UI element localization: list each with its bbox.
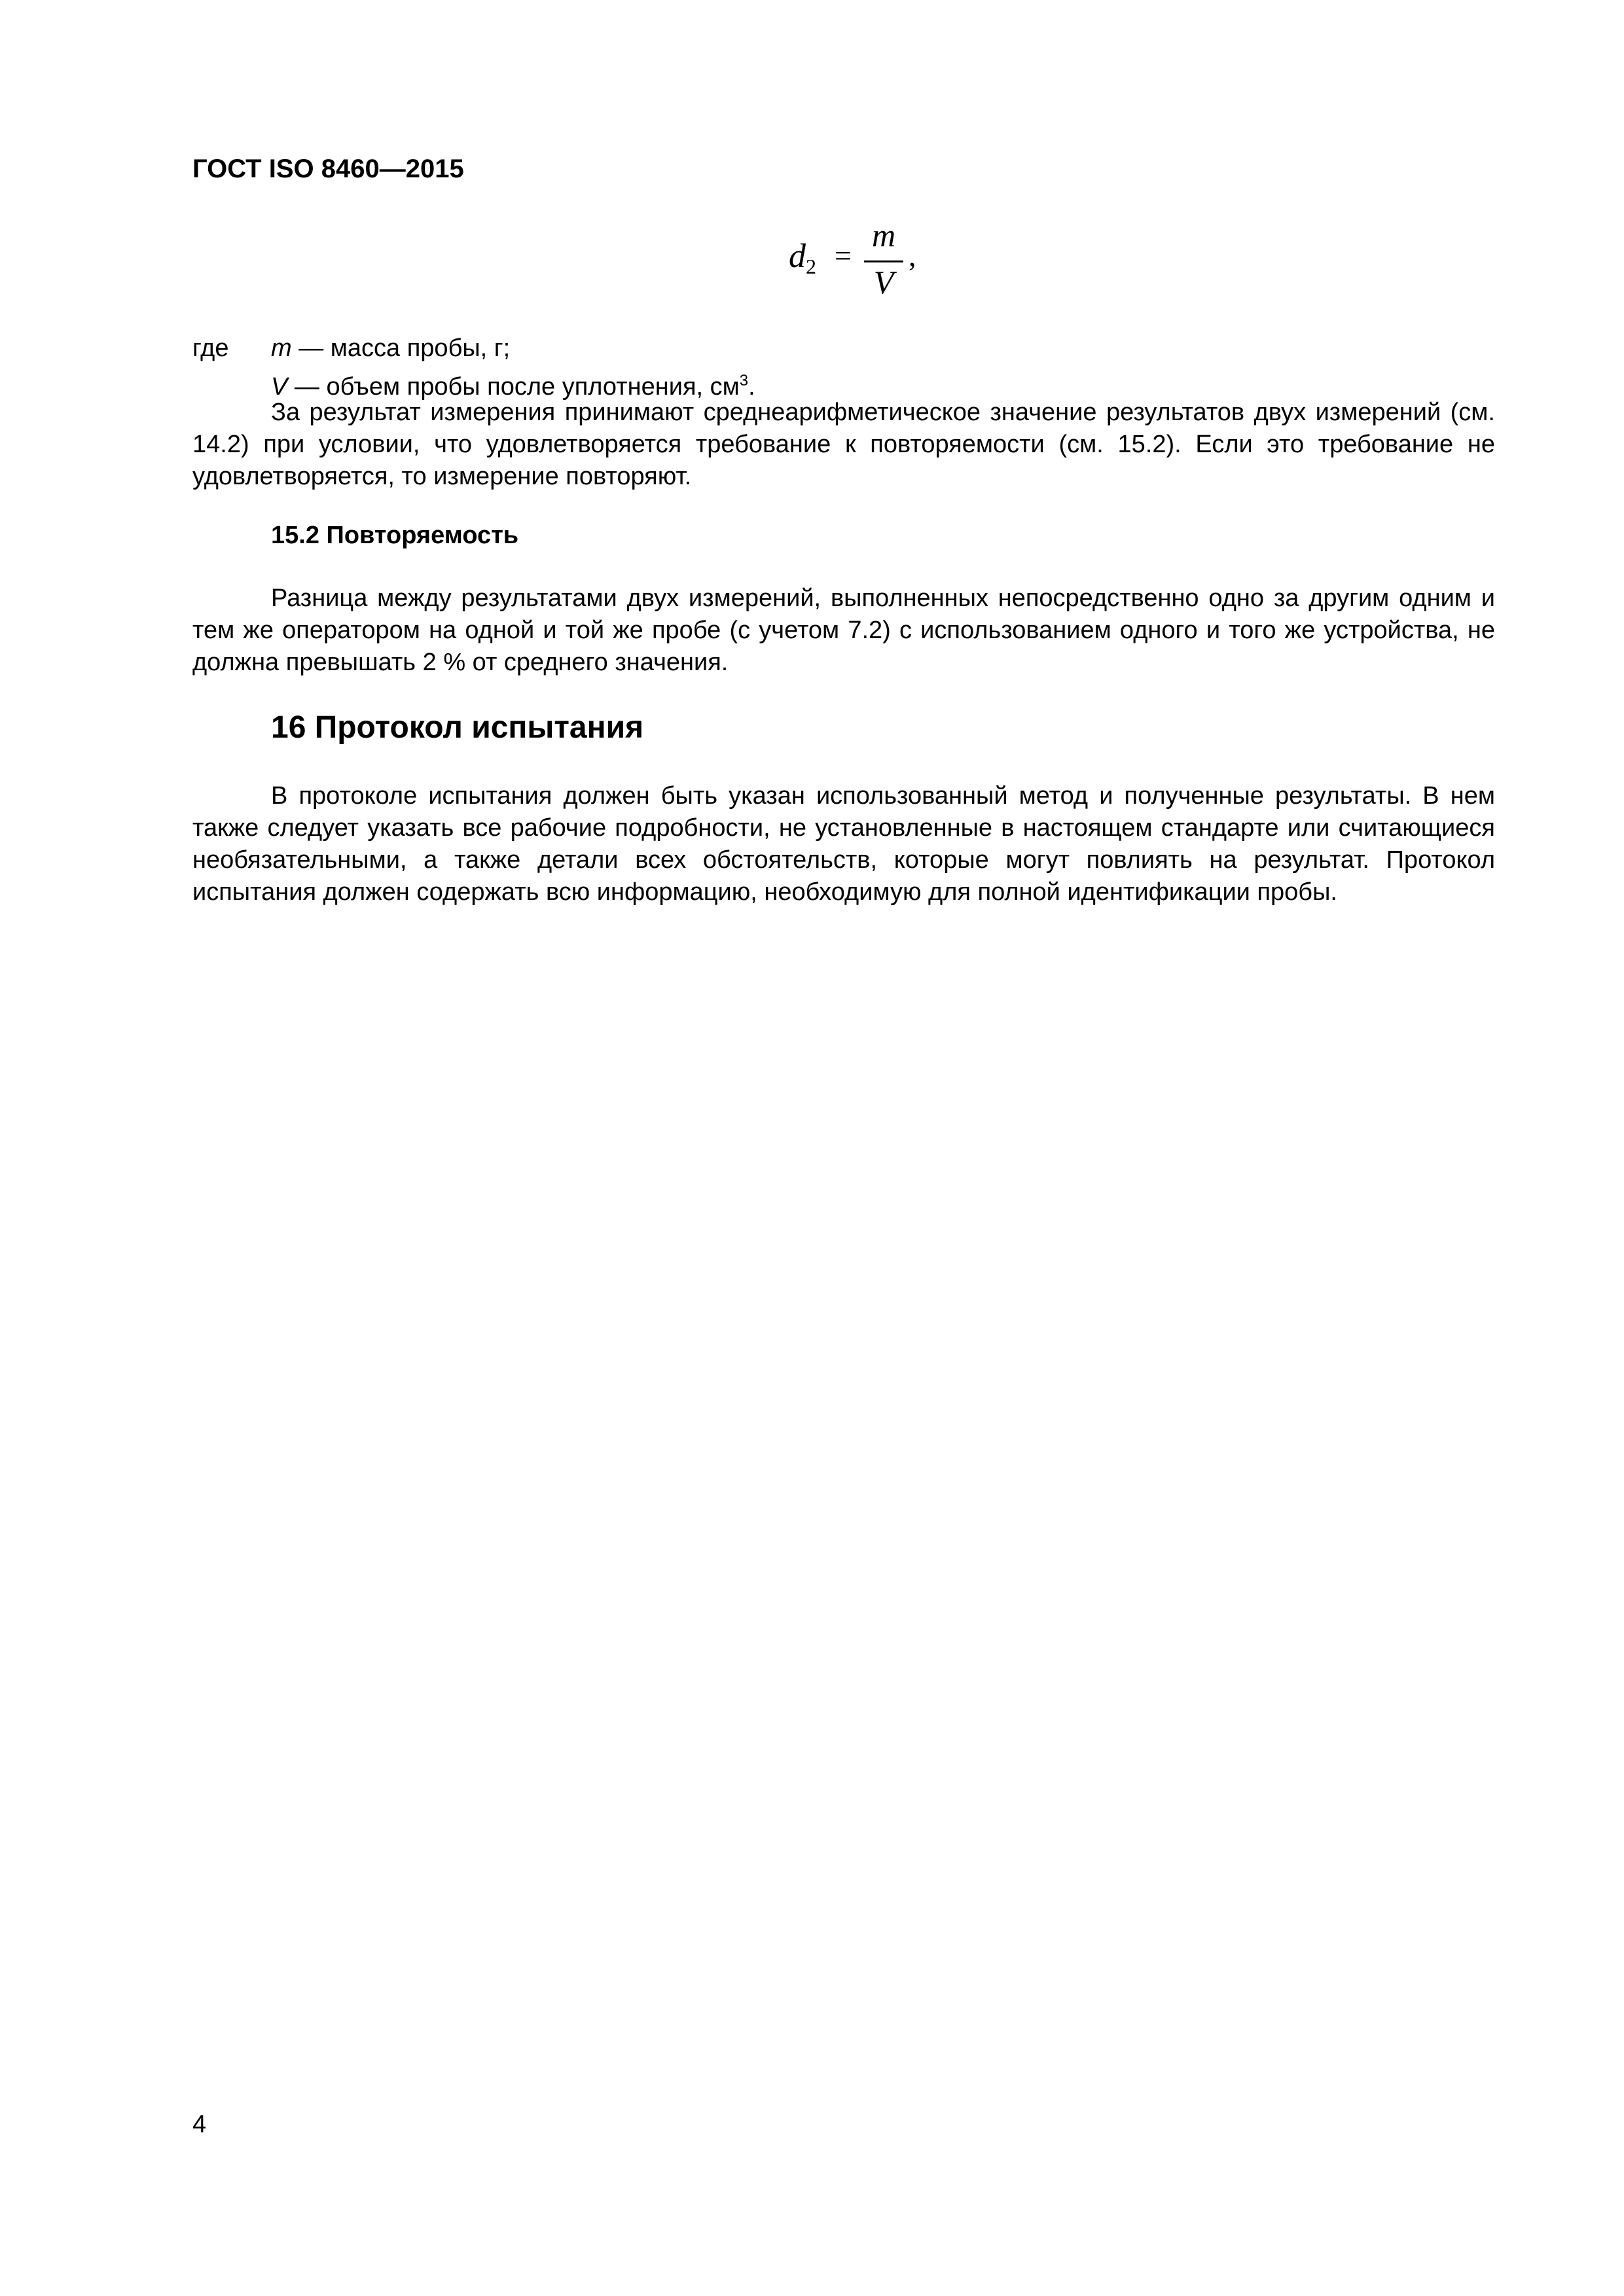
formula-lhs <box>789 237 816 279</box>
formula-numerator: m <box>871 217 896 253</box>
formula-denominator: V <box>873 264 894 300</box>
definition-symbol: m <box>271 334 292 362</box>
document-header: ГОСТ ISO 8460—2015 <box>192 154 464 183</box>
repeatability-heading: 15.2 Повторяемость <box>271 522 519 549</box>
repeatability-paragraph: Разница между результатами двух измерений, выполненных непосредственно одно за другим одним и тем же оператором на одной и той же пробе (с учетом 7.2) с использованием одного и того же устройства, не должна превышать 2 % от среднего значения. <box>192 584 1495 676</box>
density-formula <box>782 216 926 314</box>
formula-fraction-bar <box>864 260 903 262</box>
formula-lhs-subscript: 2 <box>806 255 816 278</box>
definition-text: — объем пробы после уплотнения, см <box>287 373 740 401</box>
definition-mass <box>271 332 510 365</box>
result-paragraph: За результат измерения принимают среднеарифметическое значение результатов двух измерений (см. 14.2) при условии, что удовлетворяется требование к повторяемости (см. 15.2). Если это требование не удовлетворяется, то измерение повторяют. <box>192 399 1495 490</box>
definition-text: — масса пробы, г; <box>291 334 511 362</box>
definition-superscript: 3 <box>739 372 749 389</box>
formula-comma: , <box>909 239 916 272</box>
protocol-heading: 16 Протокол испытания <box>271 710 644 745</box>
definition-tail: . <box>748 373 755 401</box>
formula-lhs-symbol: d <box>789 238 806 275</box>
formula-equals: = <box>835 239 852 272</box>
where-label: где <box>192 334 229 362</box>
definition-symbol: V <box>271 373 288 401</box>
page-number: 4 <box>192 2111 207 2138</box>
protocol-paragraph: В протоколе испытания должен быть указан использованный метод и полученные результаты. В нем также следует указать все рабочие подробности, не установленные в настоящем стандарте или считающиеся необязательными, а также детали всех обстоятельств, которые могут повлиять на результат. Протокол испытания должен содержать всю информацию, необходимую для полной идентификации пробы. <box>192 782 1495 906</box>
